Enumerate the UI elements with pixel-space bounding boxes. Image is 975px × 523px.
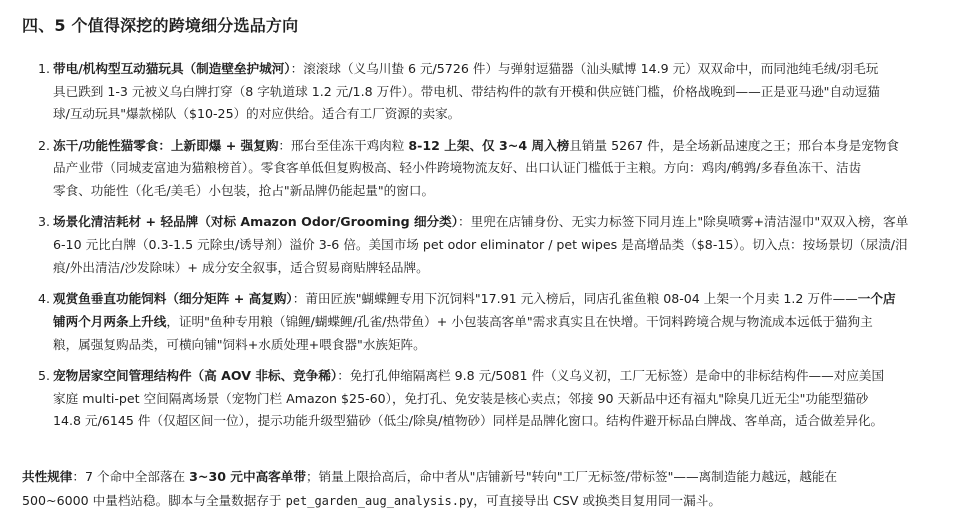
item-number: 2.	[38, 137, 51, 153]
item-text: ：免打孔伸缩隔离栏 9.8 元/5081 件（义乌义初，工厂无标签）是命中的非标结构件——对应美国	[337, 367, 885, 383]
item-line	[53, 211, 967, 234]
item-line	[53, 288, 967, 311]
item-number: 5.	[38, 367, 51, 383]
item-text: ：莆田匠族"蝴蝶鲤专用下沉饲料"17.91 元入榜后，同店孔雀鱼粮 08-04 上架一个月卖 1.2 万件——	[292, 291, 858, 307]
item-number: 3.	[38, 214, 51, 230]
summary-line	[22, 489, 962, 513]
item-highlight: 8-12 上架、仅 3~4 周入榜	[408, 137, 570, 153]
section-heading: 四、5 个值得深挖的跨境细分选品方向	[22, 16, 299, 35]
item-text: ：邢台至佳冻干鸡肉粒	[278, 137, 409, 153]
item-line	[53, 311, 967, 334]
item-line: 痕/外出清洁/沙发除味）+ 成分安全叙事，适合贸易商贴牌轻品牌。	[53, 259, 429, 275]
list-item	[22, 211, 967, 279]
item-number: 1.	[38, 61, 51, 76]
item-text: ：滚滚球（义乌川蛰 6 元/5726 件）与弹射逗猫器（汕头赋博 14.9 元）双双命中，而同池纯毛绒/羽毛玩	[290, 61, 879, 76]
item-line: 球/互动玩具"爆款梯队（$10-25）的对应供给。适合有工厂资源的卖家。	[53, 106, 461, 122]
summary-text: ：7 个命中全部落在	[72, 469, 190, 484]
item-line: 6-10 元比白牌（0.3-1.5 元除虫/诱导剂）溢价 3-6 倍。美国市场 pet odor eliminator / pet wipes 是高增品类（$8-15）。切入点：按场景切（尿渍/泪	[53, 237, 908, 253]
item-line: 品产业带（同城麦富迪为猫粮榜首）。零食客单低但复购极高、轻小件跨境物流友好、出口认证门槛低于主粮。方向：鸡肉/鹌鹑/多春鱼冻干、洁齿	[53, 160, 862, 176]
item-line: 14.8 元/6145 件（仅超区间一位），提示功能升级型猫砂（低尘/除臭/植物砂）同样是品牌化窗口。结构件避开标品白牌战、客单高，适合做差异化。	[53, 413, 884, 429]
summary-paragraph	[22, 465, 962, 513]
item-number: 4.	[38, 291, 51, 307]
summary-highlight: 3~30 元中高客单带	[189, 469, 306, 484]
item-line: 具已跌到 1-3 元被义乌白牌打穿（8 字轨道球 1.2 元/1.8 万件）。带电机、带结构件的款有开模和供应链门槛，价格战晚到——正是亚马逊"自动逗猫	[53, 83, 880, 99]
item-text: ，证明"鱼种专用粮（锦鲤/蝴蝶鲤/孔雀/热带鱼）+ 小包装高客单"需求真实且在快增。干饲料跨境合规与物流成本远低于猫狗主	[166, 313, 873, 329]
summary-text: ；销量上限拾高后，命中者从"店铺新号"转向"工厂无标签/带标签"——离制造能力越远，越能在	[305, 469, 838, 484]
list-item	[22, 288, 967, 356]
script-filename: pet_garden_aug_analysis.py	[285, 494, 474, 508]
list-item	[22, 58, 967, 126]
item-text: 且销量 5267 件，是全场新品速度之王；邢台本身是宠物食	[569, 137, 899, 153]
item-highlight: 一个店	[857, 291, 896, 307]
item-title: 场景化清洁耗材 + 轻品牌（对标 Amazon Odor/Grooming 细分类）	[53, 214, 459, 230]
summary-line	[22, 465, 962, 489]
summary-text: ，可直接导出 CSV 或换类目复用同一漏斗。	[473, 493, 721, 508]
summary-label: 共性规律	[22, 469, 73, 484]
item-line	[53, 365, 967, 388]
item-text: ：里兜在店铺身份、无实力标签下同月连上"除臭喷雾+清洁湿巾"双双入榜，客单	[458, 214, 909, 230]
list-item	[22, 365, 967, 433]
item-line: 家庭 multi-pet 空间隔离场景（宠物门栏 Amazon $25-60），免打孔、免安装是核心卖点；邻接 90 天新品中还有福丸"除臭几近无尘"功能型猫砂	[53, 390, 869, 406]
item-line	[53, 58, 967, 81]
item-title: 带电/机构型互动猫玩具（制造壁垒护城河）	[53, 61, 291, 76]
summary-text: 500~6000 中量档站稳。脚本与全量数据存于	[22, 493, 286, 508]
list-item	[22, 135, 967, 203]
item-line: 零食、功能性（化毛/美毛）小包装，抢占"新品牌仍能起量"的窗口。	[53, 183, 435, 199]
item-title: 观赏鱼垂直功能饲料（细分矩阵 + 高复购）	[53, 291, 293, 307]
item-title: 冻干/功能性猫零食：上新即爆 + 强复购	[53, 137, 279, 153]
direction-list	[22, 58, 967, 442]
item-line: 粮，属强复购品类，可横向铺"饲料+水质处理+喂食器"水族矩阵。	[53, 336, 426, 352]
item-line	[53, 135, 967, 158]
item-title: 宠物居家空间管理结构件（高 AOV 非标、竞争稀）	[53, 367, 338, 383]
item-highlight: 铺两个月两条上升线	[53, 313, 167, 329]
